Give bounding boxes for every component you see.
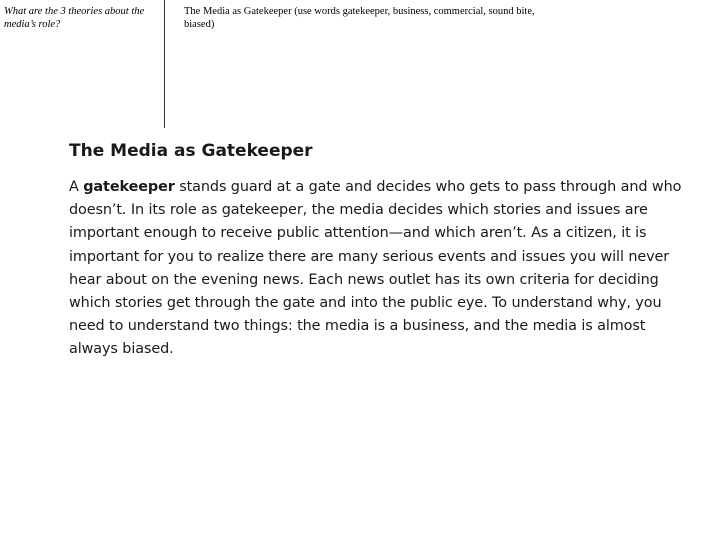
excerpt-title: The Media as Gatekeeper bbox=[69, 141, 313, 161]
column-divider bbox=[164, 0, 165, 128]
notes-question: What are the 3 theories about the media’s role? bbox=[4, 6, 145, 30]
excerpt-paragraph bbox=[69, 176, 689, 362]
key-term-gatekeeper: gatekeeper bbox=[83, 179, 175, 195]
notes-prompt: The Media as Gatekeeper (use words gatekeeper, business, commercial, sound bite, biased) bbox=[184, 6, 535, 30]
textbook-excerpt bbox=[69, 138, 689, 362]
excerpt-body-text: stands guard at a gate and decides who gets to pass through and who doesn’t. In its role as gatekeeper, the media decides which stories and issues are important enough to receive public attention—and which aren’t. As a citizen, it is important for you to realize there are many serious events and issues you will never hear about on the evening news. Each news outlet has its own criteria for deciding which stories get through the gate and into the public eye. To understand why, you need to understand two things: the media is a business, and the media is almost always biased. bbox=[69, 179, 682, 358]
excerpt-intro: A bbox=[69, 179, 84, 195]
